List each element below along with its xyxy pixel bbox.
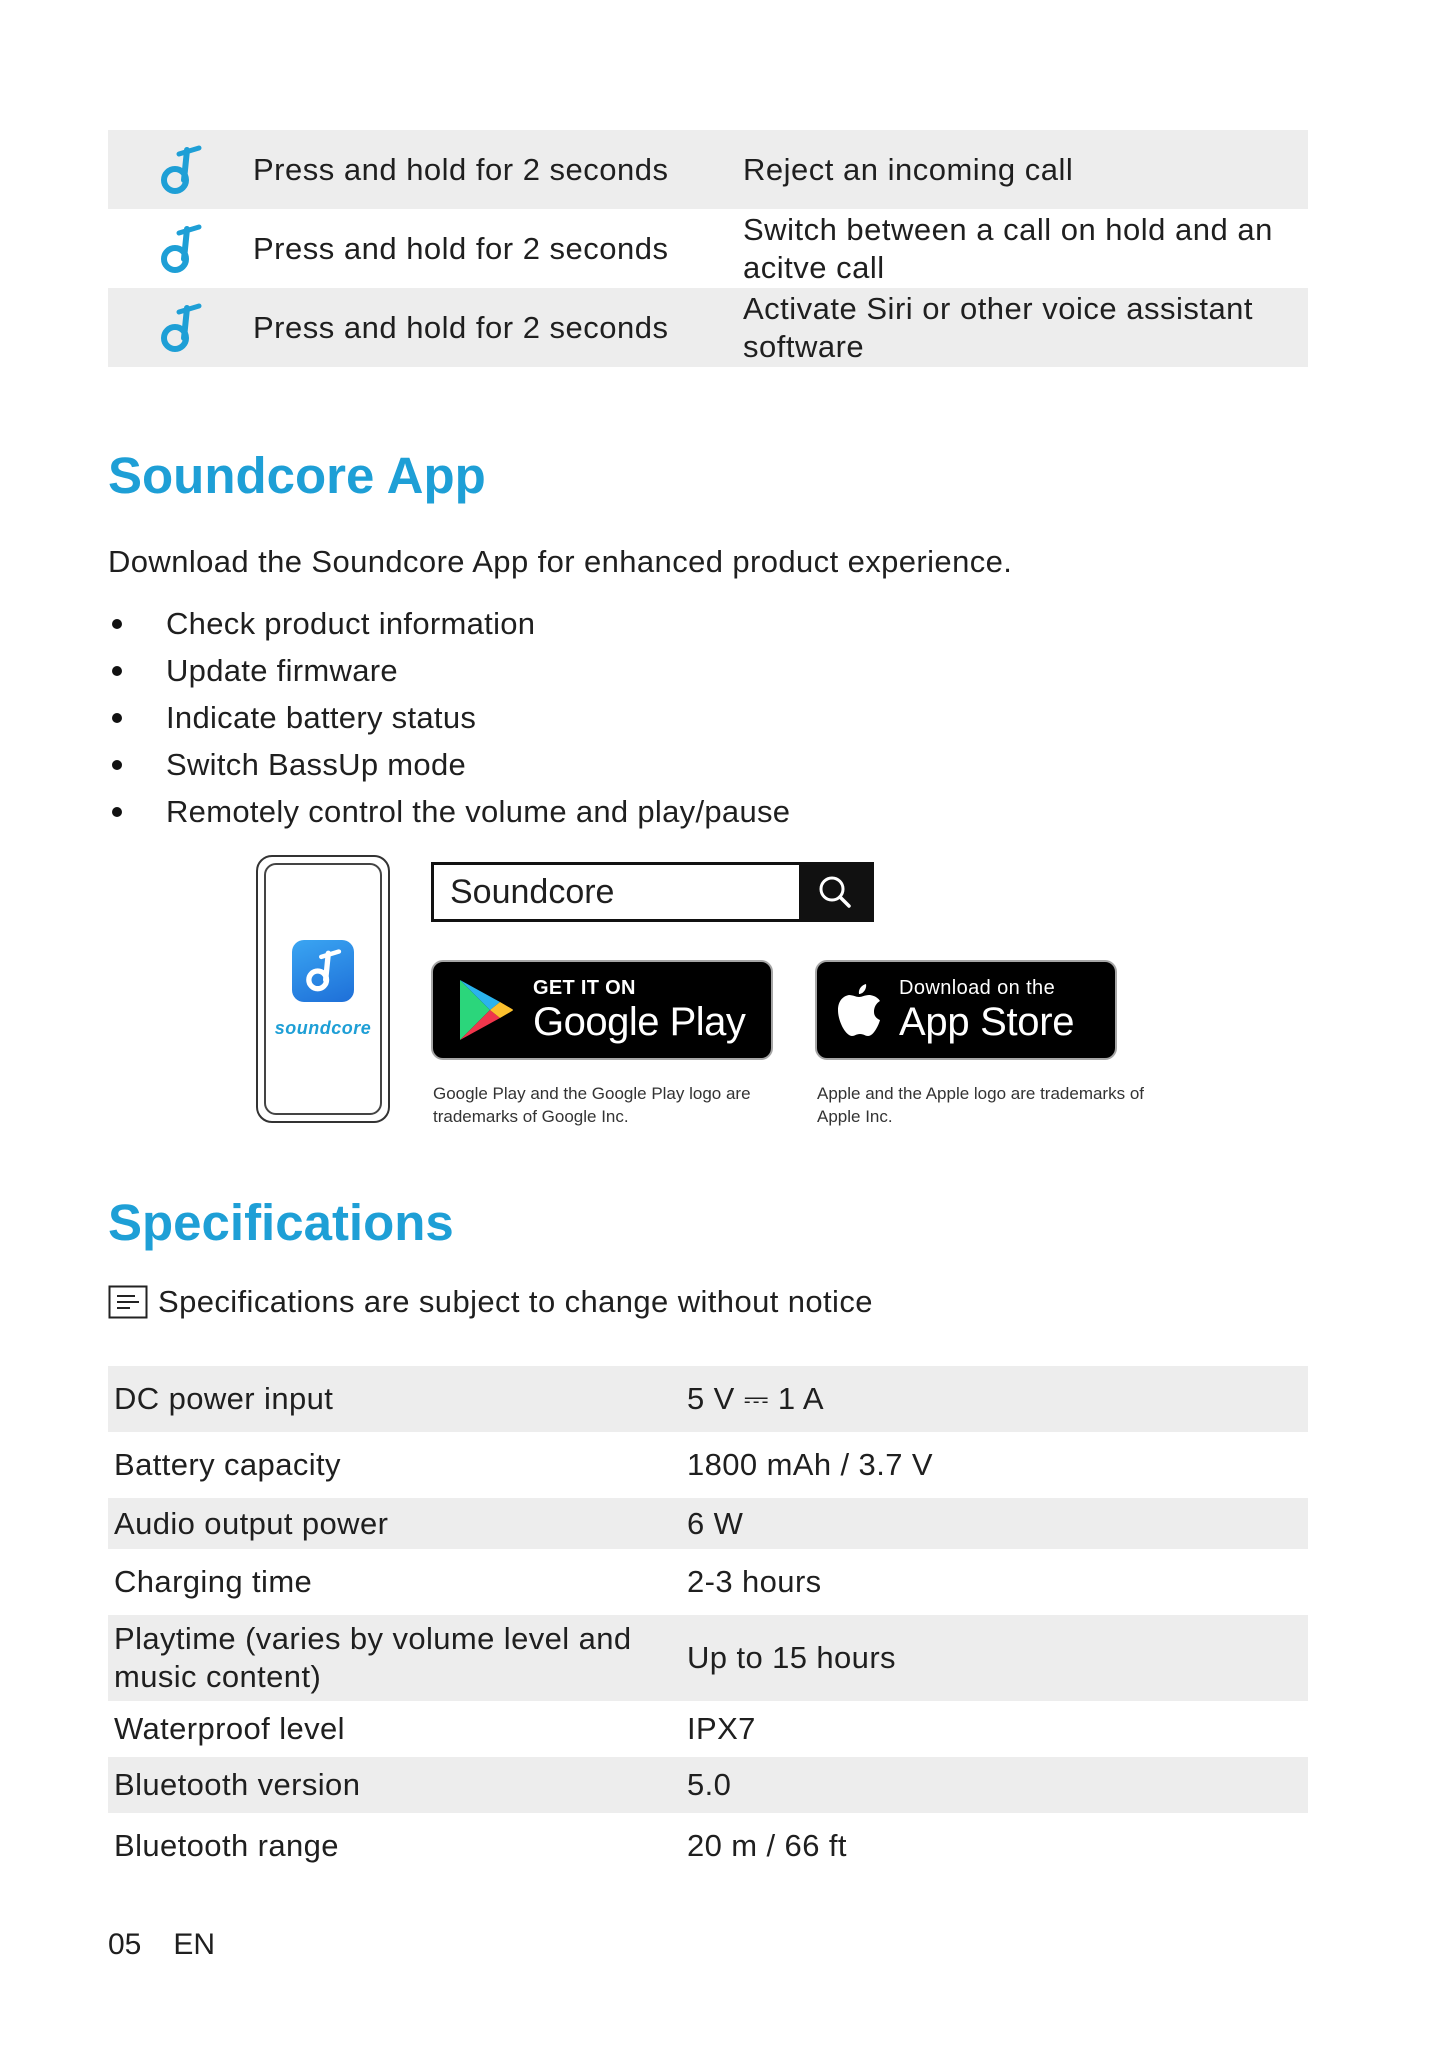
bullet — [112, 619, 122, 629]
phone-illustration — [256, 855, 390, 1123]
google-play-icon — [453, 977, 519, 1043]
bullet — [112, 666, 122, 676]
spec-value: 20 m / 66 ft — [687, 1828, 847, 1863]
spec-value: 5 V ⎓ 1 A — [687, 1380, 824, 1416]
page-number: 05 — [108, 1928, 142, 1961]
spec-value: 1800 mAh / 3.7 V — [687, 1447, 933, 1482]
google-trademark-note: Google Play and the Google Play logo are trademarks of Google Inc. — [433, 1084, 751, 1126]
app-store-big-label: App Store — [899, 999, 1075, 1044]
feature-list — [108, 600, 790, 835]
feature-text: Remotely control the volume and play/pause — [166, 793, 791, 829]
app-intro: Download the Soundcore App for enhanced product experience. — [108, 544, 1013, 579]
soundcore-logo-icon — [108, 302, 253, 354]
table-row — [108, 1757, 1308, 1813]
table-row — [108, 1615, 1308, 1701]
feature-text: Switch BassUp mode — [166, 746, 467, 782]
control-result: Activate Siri or other voice assistant software — [743, 290, 1254, 364]
bullet — [112, 760, 122, 770]
app-store-badge[interactable] — [815, 960, 1117, 1060]
table-row — [108, 1432, 1308, 1498]
control-action: Press and hold for 2 seconds — [253, 309, 669, 345]
spec-label: Bluetooth range — [114, 1828, 339, 1863]
control-result: Switch between a call on hold and an acitve call — [743, 211, 1273, 285]
store-search-bar[interactable] — [431, 862, 874, 922]
google-play-big-label: Google Play — [533, 999, 746, 1044]
spec-label: Playtime (varies by volume level and music content) — [114, 1621, 632, 1694]
spec-value: IPX7 — [687, 1711, 756, 1746]
spec-value: 2-3 hours — [687, 1564, 822, 1599]
spec-value: Up to 15 hours — [687, 1640, 896, 1675]
controls-table — [108, 130, 1308, 367]
google-play-text — [533, 977, 745, 1044]
list-item — [108, 600, 790, 647]
search-icon[interactable] — [799, 865, 871, 919]
spec-value: 5.0 — [687, 1767, 732, 1802]
control-action: Press and hold for 2 seconds — [253, 151, 669, 187]
google-play-small-label: GET IT ON — [533, 976, 636, 999]
specs-note-text: Specifications are subject to change without notice — [158, 1284, 873, 1319]
feature-text: Indicate battery status — [166, 699, 477, 735]
soundcore-logo-icon — [108, 144, 253, 196]
spec-label: Waterproof level — [114, 1711, 345, 1746]
list-item — [108, 741, 790, 788]
table-row — [108, 1549, 1308, 1615]
controls-row — [108, 209, 1308, 288]
feature-text: Check product information — [166, 605, 536, 641]
page-footer — [108, 1928, 215, 1962]
section-title-app: Soundcore App — [108, 447, 486, 504]
language-code: EN — [173, 1928, 216, 1961]
table-row — [108, 1701, 1308, 1757]
spec-value: 6 W — [687, 1505, 744, 1541]
controls-row — [108, 288, 1308, 367]
note-icon — [108, 1285, 148, 1319]
phone-screen — [264, 863, 382, 1115]
specs-note — [108, 1284, 873, 1320]
spec-label: DC power input — [114, 1381, 334, 1416]
specs-table — [108, 1366, 1308, 1879]
table-row — [108, 1813, 1308, 1879]
spec-label: Charging time — [114, 1564, 313, 1599]
search-input[interactable]: Soundcore — [450, 873, 615, 911]
feature-text: Update firmware — [166, 652, 398, 688]
table-row — [108, 1498, 1308, 1549]
section-title-specs: Specifications — [108, 1194, 454, 1251]
app-store-text — [899, 977, 1074, 1044]
google-play-badge[interactable] — [431, 960, 773, 1060]
soundcore-logo-icon — [108, 223, 253, 275]
controls-row — [108, 130, 1308, 209]
table-row — [108, 1366, 1308, 1432]
apple-trademark-note: Apple and the Apple logo are trademarks of Apple Inc. — [817, 1084, 1144, 1126]
apple-icon — [833, 982, 885, 1038]
spec-label: Audio output power — [114, 1505, 389, 1541]
list-item — [108, 788, 790, 835]
phone-brand-label: soundcore — [274, 1017, 372, 1038]
bullet — [112, 807, 122, 817]
spec-label: Bluetooth version — [114, 1767, 361, 1802]
control-result: Reject an incoming call — [743, 151, 1074, 187]
list-item — [108, 694, 790, 741]
control-action: Press and hold for 2 seconds — [253, 230, 669, 266]
soundcore-app-icon[interactable] — [292, 940, 354, 1002]
app-store-small-label: Download on the — [899, 976, 1056, 999]
bullet — [112, 713, 122, 723]
spec-label: Battery capacity — [114, 1447, 341, 1482]
list-item — [108, 647, 790, 694]
